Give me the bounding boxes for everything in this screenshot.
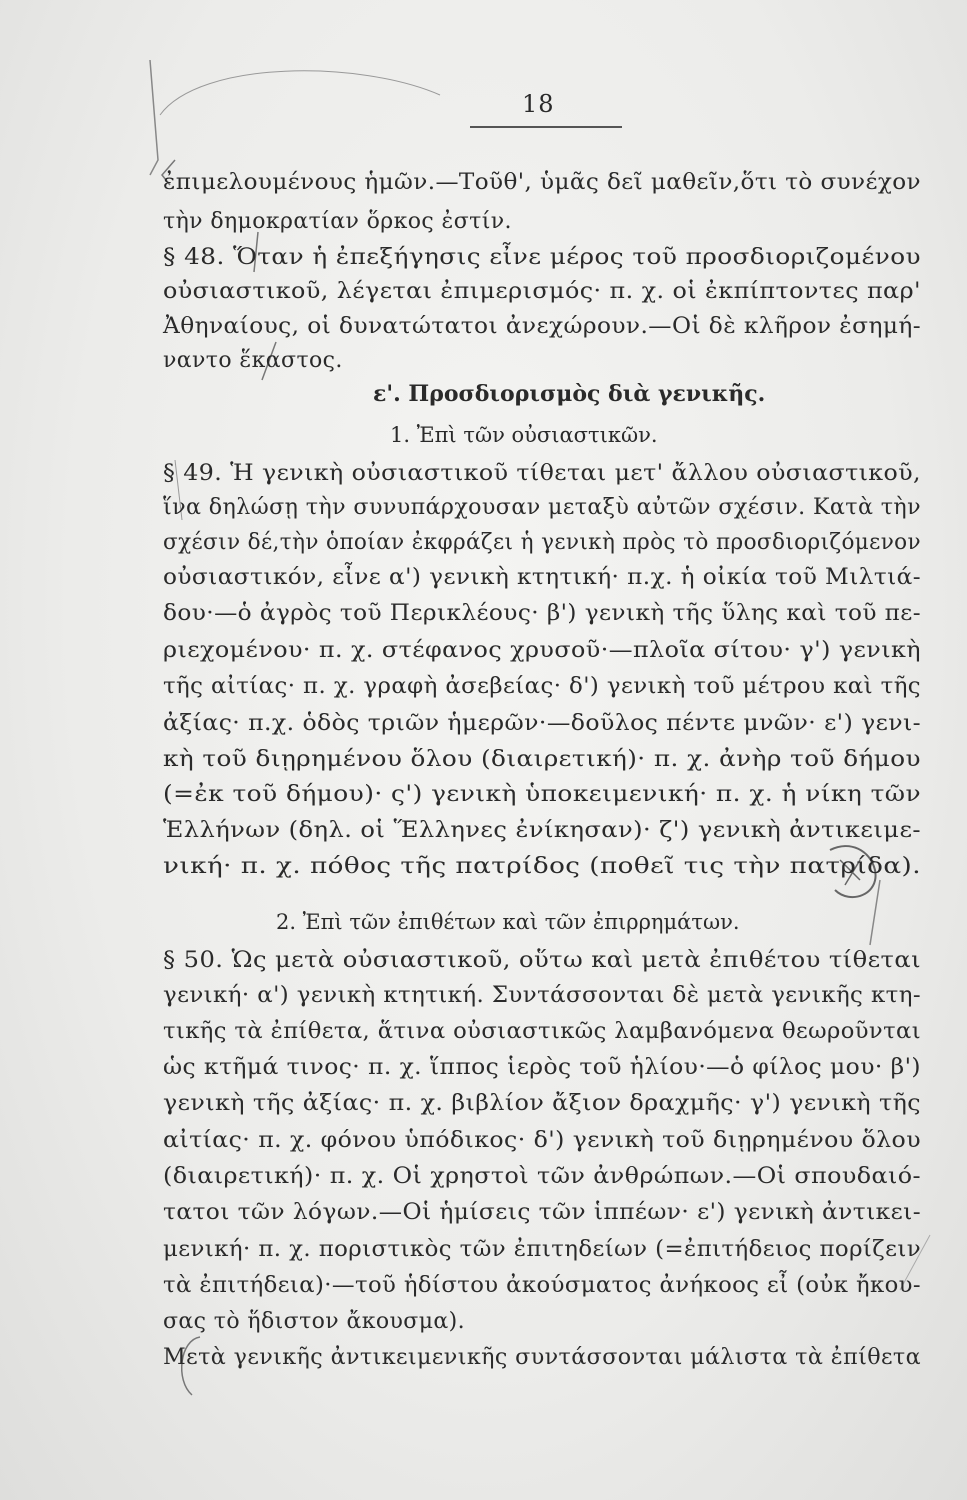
text-line: γενική· α') γενικὴ κτητική. Συντάσσονται δὲ μετὰ γενικῆς κτη- [163, 983, 921, 1008]
text-line: ναντο ἕκαστος. [163, 348, 343, 373]
page-number: 18 [522, 90, 555, 118]
text-line: σας τὸ ἥδιστον ἄκουσμα). [163, 1309, 466, 1334]
text-line: ὡς κτῆμά τινος· π. χ. ἵππος ἱερὸς τοῦ ἡλίου·—ὁ φίλος μου· β') [163, 1055, 921, 1080]
text-line: κὴ τοῦ διῃρημένου ὅλου (διαιρετική)· π. χ. ἀνὴρ τοῦ δήμου [163, 747, 921, 772]
text-line: σχέσιν δέ,τὴν ὁποίαν ἐκφράζει ἡ γενικὴ πρὸς τὸ προσδιοριζόμενον [163, 530, 921, 555]
text-line: Ἑλλήνων (δηλ. οἱ Ἕλληνες ἐνίκησαν)· ζ') γενικὴ ἀντικειμε- [163, 818, 921, 843]
text-line: τικῆς τὰ ἐπίθετα, ἅτινα οὐσιαστικῶς λαμβανόμενα θεωροῦνται [163, 1019, 921, 1044]
text-line: Ἀθηναίους, οἱ δυνατώτατοι ἀνεχώρουν.—Οἱ δὲ κλῆρον ἐσημή- [163, 314, 921, 339]
text-line: οὐσιαστικόν, εἶνε α') γενικὴ κτητική· π.χ. ἡ οἰκία τοῦ Μιλτιά- [163, 565, 921, 590]
section-heading: ε'. Προσδιορισμὸς διὰ γενικῆς. [373, 381, 766, 407]
text-line: αἰτίας· π. χ. φόνου ὑπόδικος· δ') γενικὴ τοῦ διῃρημένου ὅλου [163, 1128, 921, 1153]
text-line: ἐπιμελουμένους ἡμῶν.—Τοῦθ', ὑμᾶς δεῖ μαθεῖν,ὅτι τὸ συνέχον [163, 170, 921, 195]
text-line: ἵνα δηλώσῃ τὴν συνυπάρχουσαν μεταξὺ αὐτῶν σχέσιν. Κατὰ τὴν [163, 495, 921, 520]
text-line: § 50. Ὡς μετὰ οὐσιαστικοῦ, οὕτω καὶ μετὰ ἐπιθέτου τίθεται [163, 948, 921, 973]
header-rule [470, 126, 622, 128]
text-line: τατοι τῶν λόγων.—Οἱ ἡμίσεις τῶν ἱππέων· ε') γενικὴ ἀντικει- [163, 1200, 921, 1225]
text-line: τῆς αἰτίας· π. χ. γραφὴ ἀσεβείας· δ') γενικὴ τοῦ μέτρου καὶ τῆς [163, 674, 921, 699]
text-line: (=ἐκ τοῦ δήμου)· ς') γενικὴ ὑποκειμενική· π. χ. ἡ νίκη τῶν [163, 782, 921, 807]
text-line: γενικὴ τῆς ἀξίας· π. χ. βιβλίον ἄξιον δραχμῆς· γ') γενικὴ τῆς [163, 1091, 921, 1116]
text-line: § 49. Ἡ γενικὴ οὐσιαστικοῦ τίθεται μετ' ἄλλου οὐσιαστικοῦ, [163, 461, 921, 486]
text-line: ριεχομένου· π. χ. στέφανος χρυσοῦ·—πλοῖα σίτου· γ') γενικὴ [163, 638, 921, 663]
text-line: δου·—ὁ ἀγρὸς τοῦ Περικλέους· β') γενικὴ τῆς ὕλης καὶ τοῦ πε- [163, 601, 922, 626]
text-line: ἀξίας· π.χ. ὁδὸς τριῶν ἡμερῶν·—δοῦλος πέντε μνῶν· ε') γενι- [163, 711, 922, 736]
text-line: τὰ ἐπιτήδεια)·—τοῦ ἡδίστου ἀκούσματος ἀνήκοος εἶ (οὐκ ἤκου- [163, 1273, 921, 1298]
text-line: οὐσιαστικοῦ, λέγεται ἐπιμερισμός· π. χ. οἱ ἐκπίπτοντες παρ' [163, 279, 922, 304]
text-line: νική· π. χ. πόθος τῆς πατρίδος (ποθεῖ τις τὴν πατρίδα). [163, 854, 922, 879]
text-line: (διαιρετική)· π. χ. Οἱ χρηστοὶ τῶν ἀνθρώπων.—Οἱ σπουδαιό- [163, 1164, 922, 1189]
subheading-adjectives: 2. Ἐπὶ τῶν ἐπιθέτων καὶ τῶν ἐπιρρημάτων. [276, 910, 740, 934]
text-line: Μετὰ γενικῆς ἀντικειμενικῆς συντάσσονται μάλιστα τὰ ἐπίθετα [163, 1345, 921, 1370]
text-line: τὴν δημοκρατίαν ὅρκος ἐστίν. [163, 209, 512, 234]
text-line: μενική· π. χ. ποριστικὸς τῶν ἐπιτηδείων (=ἐπιτήδειος πορίζειν [163, 1237, 921, 1262]
text-line: § 48. Ὅταν ἡ ἐπεξήγησις εἶνε μέρος τοῦ προσδιοριζομένου [163, 245, 921, 270]
subheading-nouns: 1. Ἐπὶ τῶν οὐσιαστικῶν. [390, 423, 658, 447]
